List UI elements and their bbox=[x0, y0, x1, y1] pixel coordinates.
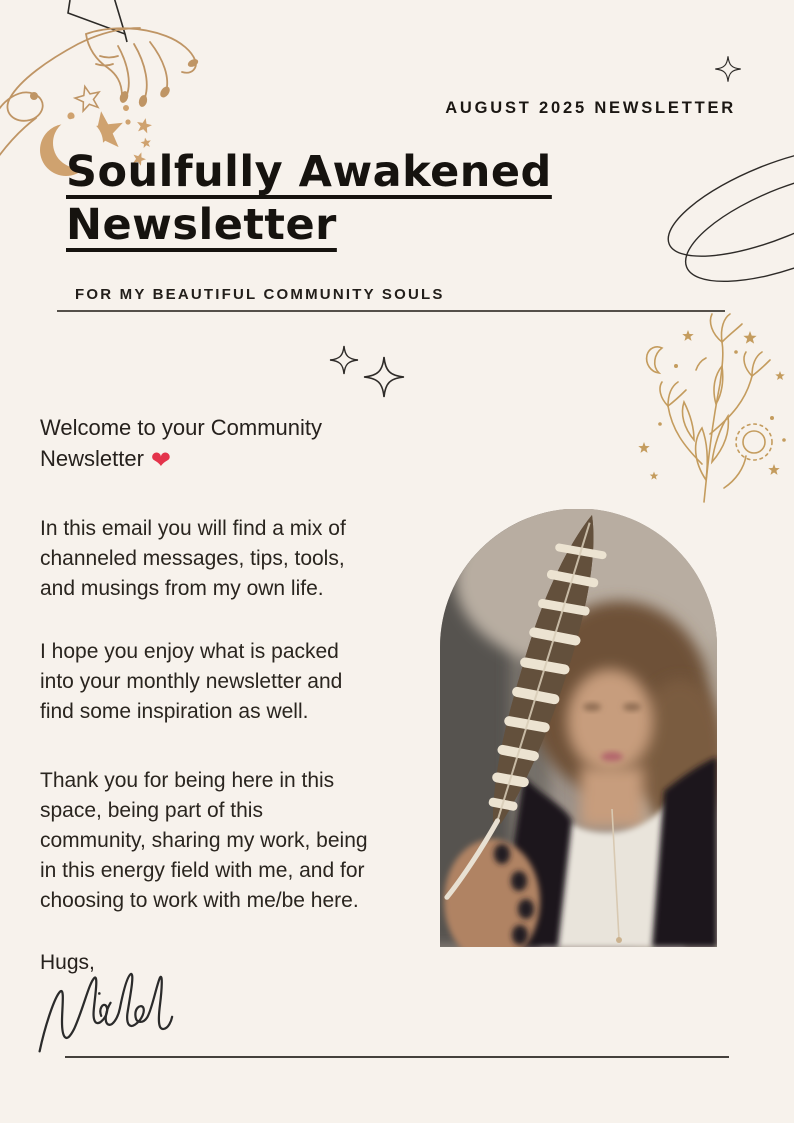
greeting-line2: Newsletter ❤ bbox=[40, 446, 172, 474]
paragraph-2: I hope you enjoy what is packed into your monthly newsletter and find some inspiration as well. bbox=[40, 640, 343, 723]
celestial-flower-illustration bbox=[632, 312, 792, 504]
arch-portrait-photo bbox=[440, 509, 717, 947]
page-title bbox=[66, 146, 552, 252]
header-divider bbox=[57, 310, 725, 312]
signoff: Hugs, bbox=[40, 951, 95, 974]
greeting-line1: Welcome to your Community bbox=[40, 415, 323, 440]
page-title-line2: Newsletter bbox=[66, 200, 337, 250]
star-icon bbox=[73, 83, 103, 112]
sparkle-icon bbox=[714, 55, 742, 83]
sun-icon bbox=[736, 424, 772, 460]
footer-divider bbox=[65, 1056, 729, 1058]
issue-label: AUGUST 2025 NEWSLETTER bbox=[445, 99, 736, 117]
ellipse-scribble-icon bbox=[635, 140, 794, 295]
page-title-line1: Soulfully Awakened bbox=[66, 147, 552, 197]
paragraph-1: In this email you will find a mix of channeled messages, tips, tools, and musings from my own life. bbox=[40, 517, 346, 600]
crescent-moon-icon bbox=[647, 347, 662, 373]
signature bbox=[34, 966, 174, 1062]
heart-icon: ❤ bbox=[150, 447, 172, 474]
tagline: FOR MY BEAUTIFUL COMMUNITY SOULS bbox=[75, 286, 445, 303]
paragraph-3: Thank you for being here in this space, being part of this community, sharing my work, being in this energy field with me, and for choosing to work with me/be here. bbox=[40, 769, 368, 912]
greeting bbox=[40, 412, 322, 476]
sparkle-icons bbox=[318, 334, 413, 406]
